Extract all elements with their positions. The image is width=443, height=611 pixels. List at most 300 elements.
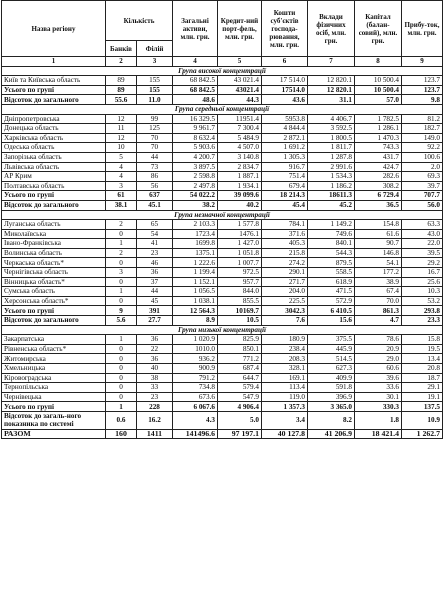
column-index: 1 [2,57,106,67]
value-cell: 70.0 [355,296,402,306]
value-cell: 972.5 [218,268,262,278]
value-cell: 371.6 [262,229,308,239]
value-cell: 125 [137,124,173,134]
table-row [2,344,443,354]
value-cell: 99 [137,114,173,124]
region-name-cell: Полтавська область [2,181,106,191]
value-cell: 20.8 [402,364,443,374]
value-cell: 271.7 [262,277,308,287]
region-name-cell: Закарпатська [2,335,106,345]
value-cell: 46 [137,258,173,268]
value-cell: 63.3 [402,220,443,230]
value-cell: 1 305.3 [262,152,308,162]
value-cell: 29.2 [402,258,443,268]
value-cell: 16.7 [402,268,443,278]
value-cell: 12 [106,114,137,124]
value-cell: 18611.3 [308,191,355,201]
value-cell: 637 [137,191,173,201]
table-row [2,181,443,191]
value-cell: 17 514.0 [262,76,308,86]
value-cell: 1699.8 [173,239,218,249]
value-cell: 572.9 [308,296,355,306]
value-cell: 0 [106,229,137,239]
value-cell: 146.8 [355,248,402,258]
value-cell: 5953.8 [262,114,308,124]
header-funds: Кошти суб'єктів господа-рювання, млн. грн. [262,1,308,57]
group-total-row [2,402,443,412]
header-deposits: Вклади фізичних осіб, млн. грн. [308,1,355,57]
value-cell: 54 [137,229,173,239]
value-cell: 4.7 [355,316,402,326]
table-row [2,239,443,249]
value-cell: 1 020.9 [173,335,218,345]
group-share-row [2,316,443,326]
value-cell: 27.7 [137,316,173,326]
value-cell: 1 038.1 [173,296,218,306]
value-cell: 39.5 [402,248,443,258]
value-cell: 1 199.4 [173,268,218,278]
value-cell: 293.8 [402,306,443,316]
region-name-cell: Херсонська область* [2,296,106,306]
value-cell: 12 564.3 [173,306,218,316]
value-cell: 45 [137,296,173,306]
value-cell: 70 [137,133,173,143]
region-name-cell: Одеська область [2,143,106,153]
value-cell: 19.5 [402,344,443,354]
value-cell: 825.9 [218,335,262,345]
region-name-cell: Усього по групі [2,191,106,201]
value-cell: 1 691.2 [262,143,308,153]
value-cell: 936.2 [173,354,218,364]
value-cell: 10.9 [402,411,443,429]
group-header-row [2,66,443,76]
header-branches: Філій [137,41,173,57]
value-cell: 73 [137,162,173,172]
value-cell: 1 427.0 [218,239,262,249]
grand-total-row [2,429,443,439]
value-cell: 4 [106,162,137,172]
value-cell: 784.1 [262,220,308,230]
table-row [2,258,443,268]
value-cell: 160 [106,429,137,439]
table-row [2,296,443,306]
value-cell: 12 [106,133,137,143]
value-cell: 547.9 [218,392,262,402]
table-row [2,76,443,86]
value-cell: 3 140.8 [218,152,262,162]
region-name-cell: Відсоток до загального [2,316,106,326]
table-row [2,354,443,364]
value-cell: 687.4 [218,364,262,374]
value-cell: 23 [137,392,173,402]
value-cell: 751.4 [262,172,308,182]
value-cell: 10169.7 [218,306,262,316]
value-cell: 0.6 [106,411,137,429]
value-cell: 791.2 [173,373,218,383]
value-cell: 471.5 [308,287,355,297]
value-cell: 1 262.7 [402,429,443,439]
value-cell: 23.3 [402,316,443,326]
value-cell: 618.9 [308,277,355,287]
value-cell: 5.6 [106,316,137,326]
value-cell: 7 300.4 [218,124,262,134]
table-row [2,124,443,134]
value-cell: 141496.6 [173,429,218,439]
value-cell: 0 [106,296,137,306]
table-row [2,268,443,278]
value-cell: 41 206.9 [308,429,355,439]
value-cell: 149.0 [402,133,443,143]
value-cell: 749.6 [308,229,355,239]
column-index: 8 [355,57,402,67]
column-index: 3 [137,57,173,67]
value-cell: 409.9 [308,373,355,383]
value-cell: 3 [106,268,137,278]
value-cell: 1 186.2 [308,181,355,191]
value-cell: 18 421.4 [355,429,402,439]
value-cell: 1375.1 [173,248,218,258]
value-cell: 60.6 [355,364,402,374]
region-name-cell: Запорізька область [2,152,106,162]
value-cell: 673.6 [173,392,218,402]
value-cell: 3.4 [262,411,308,429]
group-title: Група низької концентрації [2,325,443,335]
value-cell: 5 903.6 [173,143,218,153]
value-cell: 9 [106,306,137,316]
table-body [2,66,443,439]
table-row [2,229,443,239]
value-cell: 228 [137,402,173,412]
table-row [2,392,443,402]
value-cell: 11 [106,124,137,134]
value-cell: 45.1 [137,200,173,210]
value-cell: 1 287.8 [308,152,355,162]
value-cell: 0 [106,344,137,354]
value-cell: 70 [137,143,173,153]
value-cell: 25.6 [402,277,443,287]
value-cell: 13.4 [402,354,443,364]
value-cell: 391 [137,306,173,316]
value-cell: 90.7 [355,239,402,249]
value-cell: 2 [106,248,137,258]
value-cell: 39.7 [402,181,443,191]
value-cell: 15.8 [402,335,443,345]
column-index-row [2,57,443,67]
value-cell: 1476.1 [218,229,262,239]
value-cell: 879.5 [308,258,355,268]
header-count: Кількість [106,1,173,41]
value-cell: 308.2 [355,181,402,191]
value-cell: 169.1 [262,373,308,383]
region-name-cell: Вінницька область* [2,277,106,287]
table-row [2,220,443,230]
value-cell: 43021.4 [218,85,262,95]
value-cell: 4 [106,172,137,182]
value-cell: 861.3 [355,306,402,316]
value-cell: 208.3 [262,354,308,364]
column-index: 6 [262,57,308,67]
value-cell: 2 872.1 [262,133,308,143]
header-credit: Кредит-ний порт-фель, млн. грн. [218,1,262,57]
value-cell: 0 [106,373,137,383]
value-cell: 591.8 [308,383,355,393]
region-name-cell: Усього по групі [2,306,106,316]
table-row [2,162,443,172]
value-cell: 771.2 [218,354,262,364]
value-cell: 707.7 [402,191,443,201]
value-cell: 2 103.3 [173,220,218,230]
value-cell: 19.1 [402,392,443,402]
value-cell: 1 286.1 [355,124,402,134]
table-row [2,172,443,182]
value-cell: 1 [106,239,137,249]
header-capital: Капітал (балан-совий), млн. грн. [355,1,402,57]
group-header-row [2,104,443,114]
value-cell: 1 051.8 [218,248,262,258]
column-index: 9 [402,57,443,67]
value-cell: 36 [137,354,173,364]
value-cell: 61.6 [355,229,402,239]
value-cell: 10 [106,143,137,153]
value-cell: 2 497.8 [173,181,218,191]
value-cell: 29.1 [402,383,443,393]
value-cell: 850.1 [218,344,262,354]
value-cell: 2 [106,220,137,230]
value-cell: 68 842.5 [173,85,218,95]
region-name-cell: Хмельницька [2,364,106,374]
value-cell: 43.0 [402,229,443,239]
group-title: Група високої концентрації [2,66,443,76]
value-cell: 86 [137,172,173,182]
value-cell: 3042.3 [262,306,308,316]
value-cell: 274.2 [262,258,308,268]
value-cell: 445.9 [308,344,355,354]
value-cell: 855.5 [218,296,262,306]
table-row [2,287,443,297]
column-index: 5 [218,57,262,67]
value-cell: 1 887.1 [218,172,262,182]
table-row [2,364,443,374]
region-name-cell: Чернівецька [2,392,106,402]
value-cell: 1 152.1 [173,277,218,287]
value-cell: 36.5 [355,200,402,210]
group-share-row [2,411,443,429]
table-row [2,277,443,287]
value-cell: 17514.0 [262,85,308,95]
value-cell: 1 934.1 [218,181,262,191]
value-cell: 840.1 [308,239,355,249]
region-name-cell: Миколаївська [2,229,106,239]
column-index: 2 [106,57,137,67]
value-cell: 8.2 [308,411,355,429]
value-cell: 1411 [137,429,173,439]
value-cell: 10 500.4 [355,85,402,95]
value-cell: 48.6 [173,95,218,105]
value-cell: 22 [137,344,173,354]
value-cell: 734.8 [173,383,218,393]
value-cell: 900.9 [173,364,218,374]
value-cell: 40 [137,364,173,374]
value-cell: 424.7 [355,162,402,172]
value-cell: 405.3 [262,239,308,249]
value-cell: 41 [137,239,173,249]
value-cell: 3 897.5 [173,162,218,172]
region-name-cell: Дніпропетровська [2,114,106,124]
value-cell: 10.3 [402,287,443,297]
value-cell: 54 022.2 [173,191,218,201]
value-cell: 1 577.8 [218,220,262,230]
value-cell: 20.9 [355,344,402,354]
value-cell: 54.1 [355,258,402,268]
value-cell: 43.6 [262,95,308,105]
value-cell: 10.5 [218,316,262,326]
value-cell: 36 [137,335,173,345]
value-cell: 204.0 [262,287,308,297]
value-cell: 8.9 [173,316,218,326]
value-cell: 4 200.7 [173,152,218,162]
value-cell: 56 [137,181,173,191]
value-cell: 97 197.1 [218,429,262,439]
value-cell: 1 534.3 [308,172,355,182]
value-cell: 0 [106,392,137,402]
value-cell: 182.7 [402,124,443,134]
value-cell: 4 906.4 [218,402,262,412]
region-name-cell: РАЗОМ [2,429,106,439]
region-name-cell: Відсоток до загального [2,200,106,210]
value-cell: 1 782.5 [355,114,402,124]
value-cell: 2 598.8 [173,172,218,182]
value-cell: 6 729.4 [355,191,402,201]
value-cell: 0 [106,277,137,287]
value-cell: 113.4 [262,383,308,393]
group-share-row [2,200,443,210]
value-cell: 215.8 [262,248,308,258]
value-cell: 5 484.9 [218,133,262,143]
region-name-cell: Тернопільська [2,383,106,393]
value-cell: 33.6 [355,383,402,393]
value-cell: 12 820.1 [308,85,355,95]
table-row [2,373,443,383]
value-cell: 65 [137,220,173,230]
region-name-cell: Сумська область [2,287,106,297]
value-cell: 579.4 [218,383,262,393]
value-cell: 1 007.7 [218,258,262,268]
value-cell: 3 [106,181,137,191]
value-cell: 290.1 [262,268,308,278]
value-cell: 29.0 [355,354,402,364]
value-cell: 4 406.7 [308,114,355,124]
group-share-row [2,95,443,105]
value-cell: 282.6 [355,172,402,182]
table-row [2,248,443,258]
value-cell: 38.2 [173,200,218,210]
value-cell: 89 [106,85,137,95]
region-name-cell: Івано-Франківська [2,239,106,249]
value-cell: 44 [137,287,173,297]
value-cell: 1010.0 [173,344,218,354]
value-cell: 16 329.5 [173,114,218,124]
region-name-cell: Відсоток до загального [2,95,106,105]
region-name-cell: Луганська область [2,220,106,230]
region-name-cell: Львівська область [2,162,106,172]
value-cell: 10 500.4 [355,76,402,86]
value-cell: 1 149.2 [308,220,355,230]
value-cell: 44.3 [218,95,262,105]
value-cell: 4.3 [173,411,218,429]
value-cell: 45.4 [262,200,308,210]
value-cell: 6 410.5 [308,306,355,316]
group-header-row [2,210,443,220]
table-row [2,114,443,124]
value-cell: 328.1 [262,364,308,374]
value-cell: 957.7 [218,277,262,287]
value-cell: 9 961.7 [173,124,218,134]
value-cell: 38 [137,373,173,383]
value-cell: 743.3 [355,143,402,153]
value-cell: 123.7 [402,85,443,95]
value-cell: 69.3 [402,172,443,182]
value-cell: 330.3 [355,402,402,412]
region-name-cell: Кіровоградська [2,373,106,383]
value-cell: 4 844.4 [262,124,308,134]
value-cell: 1 811.7 [308,143,355,153]
value-cell: 0 [106,354,137,364]
value-cell: 31.1 [308,95,355,105]
value-cell: 1723.4 [173,229,218,239]
value-cell: 36 [137,268,173,278]
value-cell: 916.7 [262,162,308,172]
value-cell: 43 021.4 [218,76,262,86]
value-cell: 68 842.5 [173,76,218,86]
region-name-cell: Усього по групі [2,85,106,95]
region-name-cell: Відсоток до загаль-ного показника по системі [2,411,106,429]
value-cell: 644.7 [218,373,262,383]
region-name-cell: Харківська область [2,133,106,143]
value-cell: 40 127.8 [262,429,308,439]
value-cell: 123.7 [402,76,443,86]
value-cell: 15.6 [308,316,355,326]
region-name-cell: АР Крим [2,172,106,182]
value-cell: 11951.4 [218,114,262,124]
region-name-cell: Волинська область [2,248,106,258]
value-cell: 53.2 [402,296,443,306]
value-cell: 18.7 [402,373,443,383]
header-profit: Прибу-ток, млн. грн. [402,1,443,57]
value-cell: 5.0 [218,411,262,429]
value-cell: 2 991.6 [308,162,355,172]
value-cell: 37 [137,277,173,287]
value-cell: 225.5 [262,296,308,306]
value-cell: 18 214.3 [262,191,308,201]
value-cell: 137.5 [402,402,443,412]
value-cell: 6 067.6 [173,402,218,412]
region-name-cell: Київ та Київська область [2,76,106,86]
table-row [2,152,443,162]
value-cell: 1 222.6 [173,258,218,268]
value-cell: 61 [106,191,137,201]
value-cell: 78.6 [355,335,402,345]
value-cell: 5 [106,152,137,162]
value-cell: 4 507.0 [218,143,262,153]
value-cell: 38.9 [355,277,402,287]
value-cell: 33 [137,383,173,393]
value-cell: 30.1 [355,392,402,402]
value-cell: 56.0 [402,200,443,210]
table-row [2,143,443,153]
value-cell: 39.6 [355,373,402,383]
value-cell: 12 820.1 [308,76,355,86]
value-cell: 81.2 [402,114,443,124]
